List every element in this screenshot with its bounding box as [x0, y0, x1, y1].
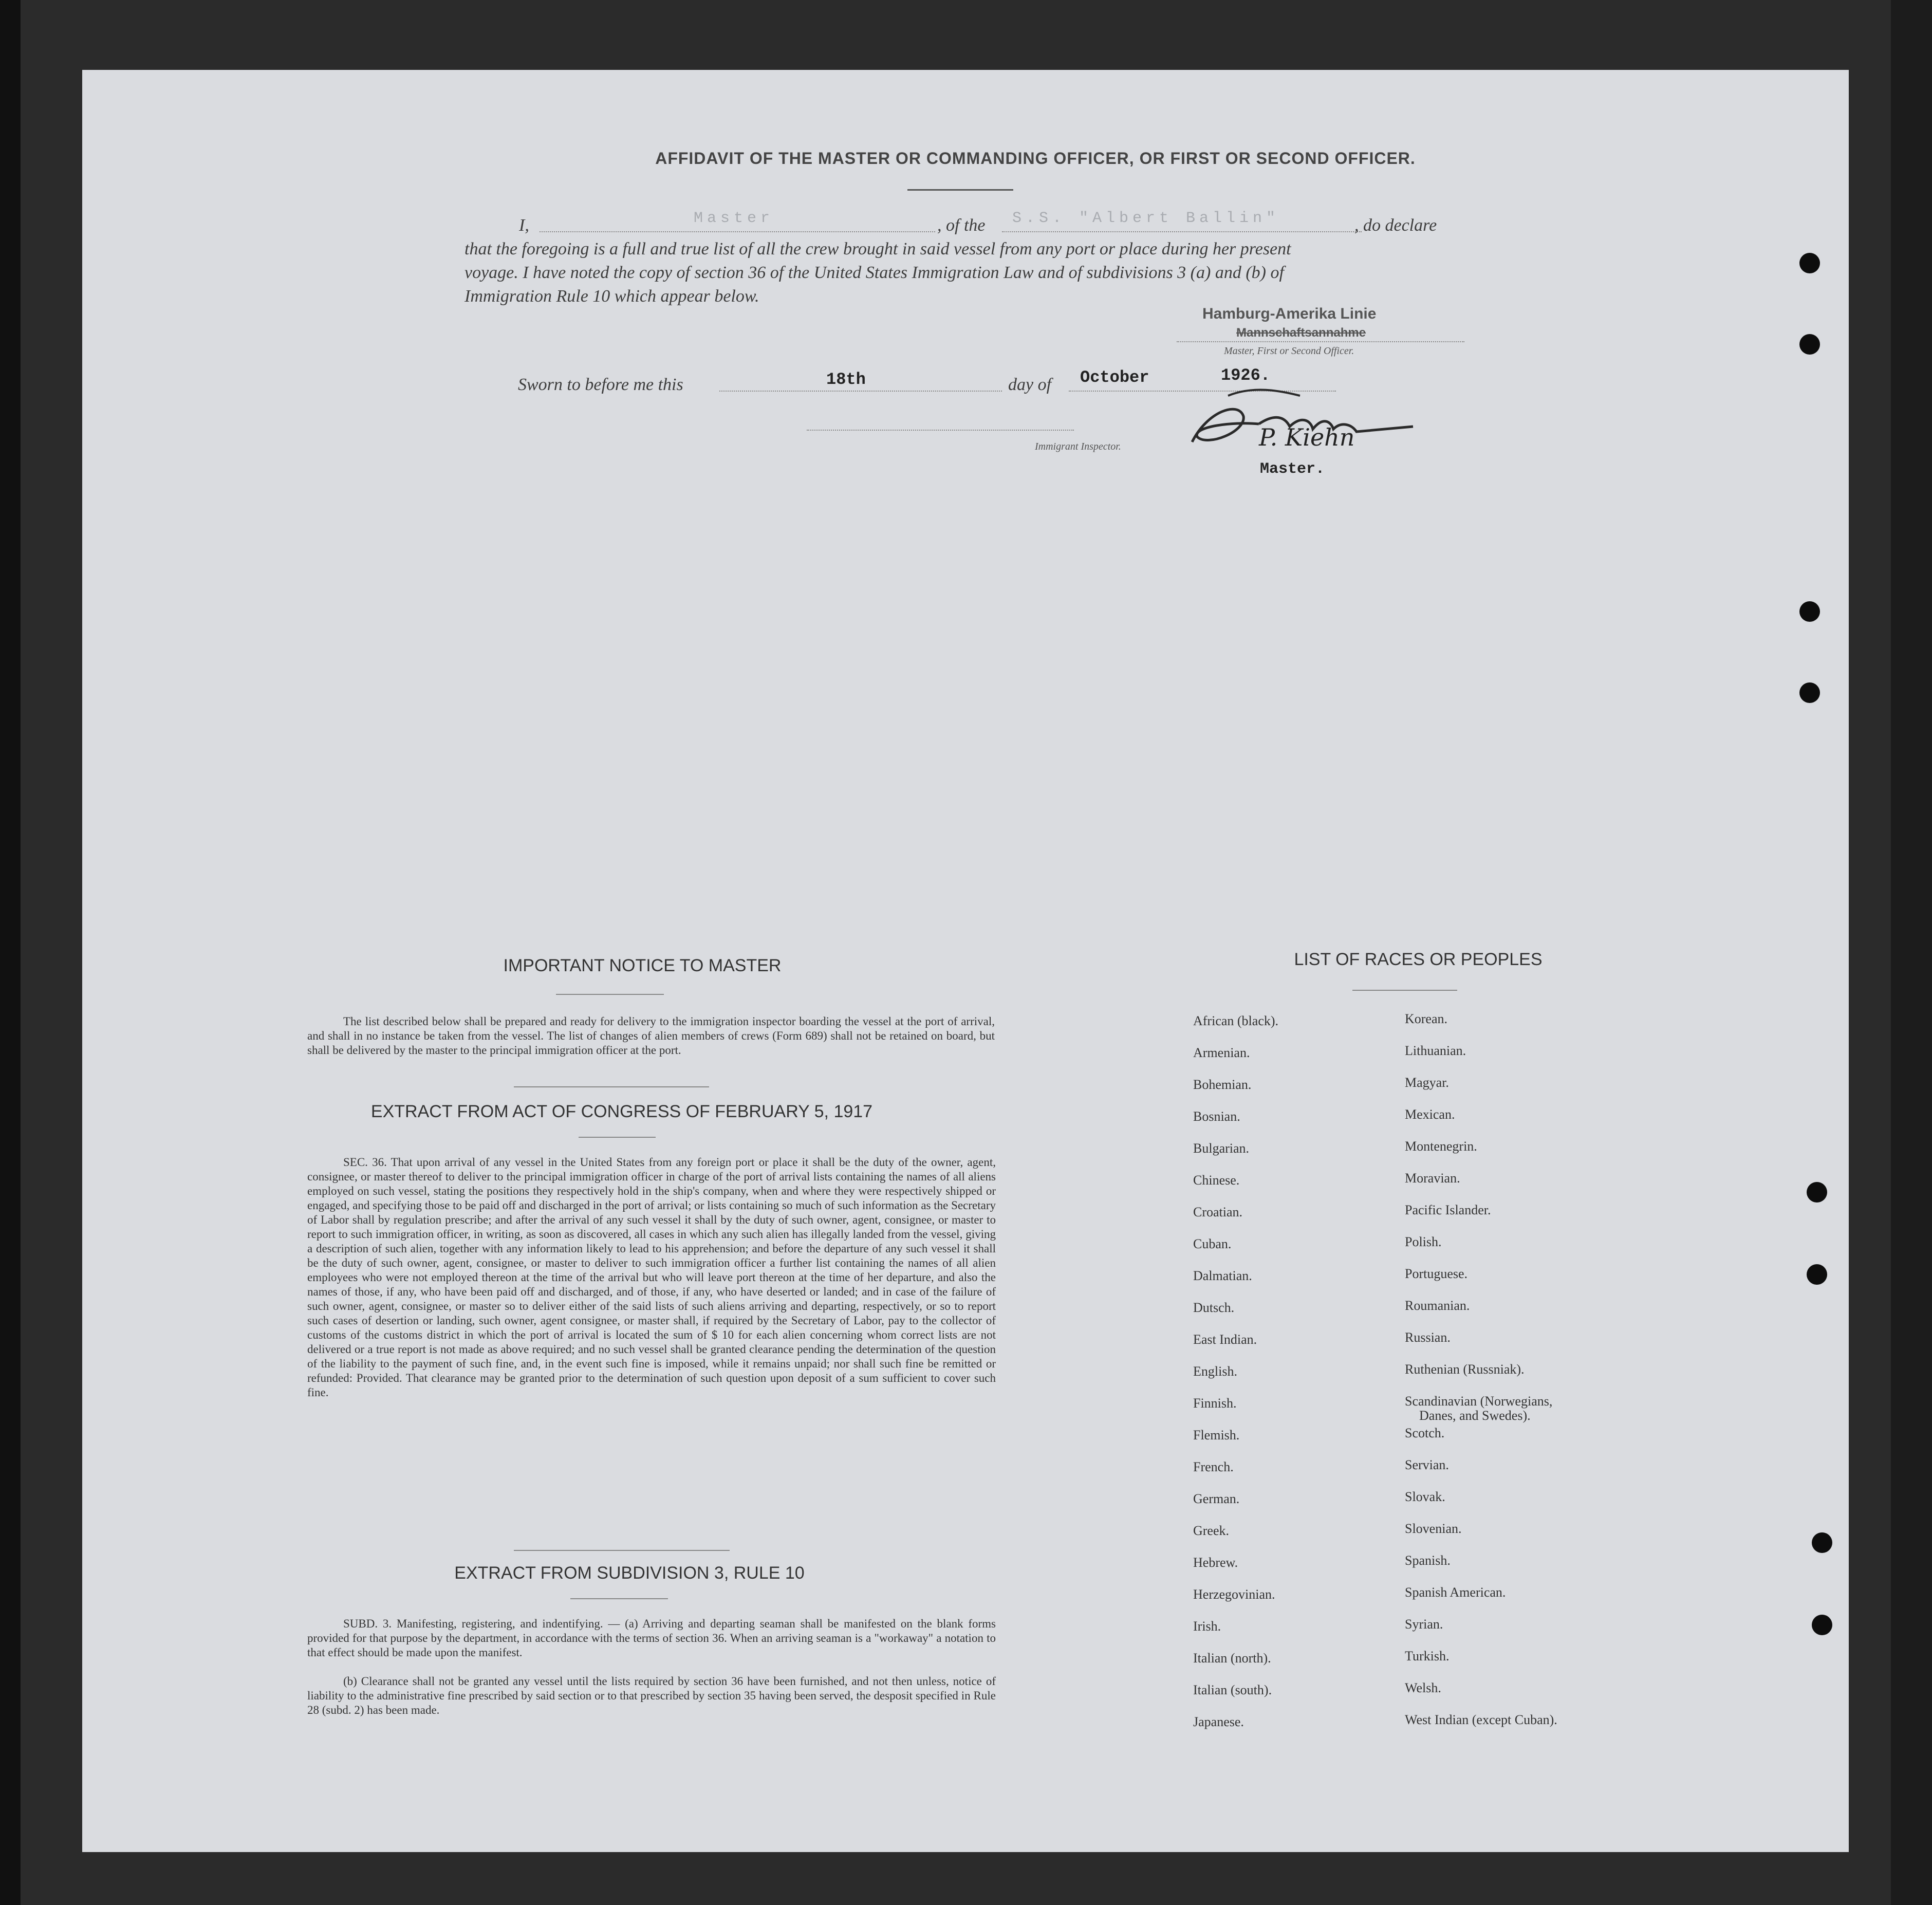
- race-item: Slovak.: [1405, 1489, 1445, 1504]
- race-item: Pacific Islander.: [1405, 1203, 1491, 1217]
- race-item: African (black).: [1193, 1013, 1279, 1028]
- vessel-field-value: S.S. "Albert Ballin": [1012, 210, 1280, 227]
- sworn-day-field: [719, 368, 1002, 392]
- vessel-field: [1002, 209, 1362, 232]
- sworn-year-value: 1926.: [1221, 366, 1271, 385]
- race-item-continuation: Danes, and Swedes).: [1419, 1408, 1531, 1423]
- races-title: LIST OF RACES OR PEOPLES: [1294, 950, 1543, 969]
- race-item: German.: [1193, 1491, 1240, 1506]
- affidavit-title: AFFIDAVIT OF THE MASTER OR COMMANDING OFFICER, OR FIRST OR SECOND OFFICER.: [655, 149, 1416, 168]
- race-item: Scotch.: [1405, 1426, 1445, 1440]
- notice-rule: [556, 994, 664, 995]
- extract-act-separator: [514, 1550, 730, 1551]
- punch-hole: [1799, 682, 1820, 703]
- races-rule: [1352, 990, 1457, 991]
- race-item: Roumanian.: [1405, 1298, 1470, 1313]
- race-item: Scandinavian (Norwegians,: [1405, 1394, 1553, 1409]
- race-item: West Indian (except Cuban).: [1405, 1712, 1557, 1727]
- race-item: Finnish.: [1193, 1396, 1237, 1411]
- document-page: [82, 70, 1849, 1852]
- race-item: Korean.: [1405, 1011, 1448, 1026]
- notice-title: IMPORTANT NOTICE TO MASTER: [503, 956, 782, 975]
- punch-hole: [1807, 1264, 1827, 1285]
- punch-hole: [1812, 1532, 1832, 1553]
- day-of-text: day of: [1008, 375, 1052, 394]
- do-declare-text: , do declare: [1354, 216, 1437, 235]
- race-item: Flemish.: [1193, 1428, 1240, 1442]
- race-item: Servian.: [1405, 1457, 1449, 1472]
- race-item: Ruthenian (Russniak).: [1405, 1362, 1525, 1377]
- race-item: Spanish American.: [1405, 1585, 1506, 1600]
- affidavit-line-4: Immigration Rule 10 which appear below.: [465, 287, 759, 306]
- race-item: Hebrew.: [1193, 1555, 1238, 1570]
- race-item: Herzegovinian.: [1193, 1587, 1275, 1602]
- of-the-text: , of the: [937, 216, 986, 235]
- race-item: Montenegrin.: [1405, 1139, 1477, 1154]
- punch-hole: [1799, 334, 1820, 355]
- race-item: Magyar.: [1405, 1075, 1449, 1090]
- extract-act-text: SEC. 36. That upon arrival of any vessel in the United States from any foreign port or place it shall be the duty of the owner, agent, consignee, or master thereof to deliver to the principal immigration officer in charge of the port of arrival lists containing the names of all aliens employed on such vessel, stating the positions they respectively hold in the ship's company, when and where they were respectively shipped or engaged, and specifying those to be paid off and discharged in the port of arrival; or lists containing so much of such information as the Secretary of Labor shall by regulation prescribe; and after the arrival of any such vessel it shall by the duty of such owner, agent, consignee, or master to report to such immigration officer, in writing, as soon as discovered, all cases in which any such alien has illegally landed from the vessel, giving a description of such alien, together with any information likely to lead to his apprehension; and before the departure of any such vessel it shall be the duty of such owner, agent, consignee, or master to deliver to such immigration officer a further list containing the names of all alien employees who were not employed thereon at the time of the arrival but who will leave port thereon at the time of her departure, and also the names of those, if any, who have been paid off and discharged, and of those, if any, who have deserted or landed; and in case of the failure of such owner, agent, consignee, or master so to deliver either of the said lists of such aliens arriving and departing, respectively, or so to report such cases of desertion or landing, such owner, agent consignee, or master shall, if required by the Secretary of Labor, pay to the collector of customs of the customs district in which the port of arrival is located the sum of $ 10 for each alien concerning whom correct lists are not delivered or a true report is not made as above required; and no such vessel shall be granted clearance pending the determination of the question of the liability to the payment of such fine, and, in the event such fine is imposed, while it remains unpaid; nor shall such fine be remitted or refunded: Provided. That clearance may be granted prior to the determination of such question upon deposit of a sum sufficient to cover such fine.: [307, 1156, 996, 1399]
- race-item: Russian.: [1405, 1330, 1451, 1345]
- race-item: Chinese.: [1193, 1173, 1240, 1188]
- master-signature: P. Kiehn: [1259, 423, 1355, 451]
- race-item: Japanese.: [1193, 1714, 1244, 1729]
- film-border-right: [1891, 0, 1932, 1905]
- race-item: Polish.: [1405, 1234, 1442, 1249]
- notice-separator: [514, 1086, 709, 1087]
- sworn-day-value: 18th: [826, 370, 866, 389]
- race-item: Moravian.: [1405, 1171, 1460, 1186]
- race-item: East Indian.: [1193, 1332, 1257, 1347]
- race-item: Croatian.: [1193, 1205, 1243, 1219]
- race-item: Greek.: [1193, 1523, 1230, 1538]
- race-item: Slovenian.: [1405, 1521, 1462, 1536]
- race-item: Portuguese.: [1405, 1266, 1468, 1281]
- extract-rule-rule: [570, 1598, 668, 1599]
- race-item: Irish.: [1193, 1619, 1221, 1634]
- race-item: Armenian.: [1193, 1045, 1250, 1060]
- race-item: Bulgarian.: [1193, 1141, 1250, 1156]
- race-item: Mexican.: [1405, 1107, 1455, 1122]
- stamp-line-1: Hamburg-Amerika Linie: [1202, 305, 1377, 322]
- affidavit-i: I,: [519, 216, 529, 235]
- race-item: Bosnian.: [1193, 1109, 1240, 1124]
- officer-caption: Master, First or Second Officer.: [1224, 345, 1354, 357]
- race-item: Italian (south).: [1193, 1682, 1272, 1697]
- extract-rule-para-a: SUBD. 3. Manifesting, registering, and indentifying. — (a) Arriving and departing seaman shall be manifested on the blank forms provided for that purpose by the department, in accordance with the terms of section 36. When an arriving seaman is a "workaway" a notation to that effect should be made upon the manifest.: [307, 1617, 996, 1659]
- race-item: Cuban.: [1193, 1236, 1232, 1251]
- extract-rule-para-b: (b) Clearance shall not be granted any vessel until the lists required by section 36 have been furnished, and not then unless, notice of liability to the administrative fine prescribed by said section or to that prescribed by section 35 having been served, the desposit specified in Rule 28 (subd. 2) has been made.: [307, 1675, 996, 1716]
- punch-hole: [1799, 601, 1820, 622]
- master-label: Master.: [1260, 460, 1325, 478]
- punch-hole: [1812, 1615, 1832, 1635]
- race-item: Syrian.: [1405, 1617, 1443, 1632]
- race-item: Dalmatian.: [1193, 1268, 1252, 1283]
- race-item: Welsh.: [1405, 1680, 1441, 1695]
- extract-act-title: EXTRACT FROM ACT OF CONGRESS OF FEBRUARY 5, 1917: [370, 1102, 873, 1121]
- punch-hole: [1799, 253, 1820, 273]
- affidavit-line-3: voyage. I have noted the copy of section 36 of the United States Immigration Law and of subdivisions 3 (a) and (b) of: [465, 263, 1284, 282]
- race-item: French.: [1193, 1459, 1234, 1474]
- race-item: Spanish.: [1405, 1553, 1451, 1568]
- inspector-signature: [1177, 365, 1485, 468]
- officer-signature-line: [1177, 341, 1464, 342]
- race-item: Dutsch.: [1193, 1300, 1235, 1315]
- affidavit-line-2: that the foregoing is a full and true list of all the crew brought in said vessel from any port or place during her present: [465, 239, 1291, 258]
- inspector-line: [807, 430, 1074, 431]
- master-field-value: Master: [694, 210, 774, 227]
- extract-rule-title: EXTRACT FROM SUBDIVISION 3, RULE 10: [454, 1563, 805, 1583]
- sworn-text: Sworn to before me this: [518, 375, 683, 394]
- stamp-line-2: Mannschaftsannahme: [1236, 326, 1366, 340]
- race-item: Bohemian.: [1193, 1077, 1252, 1092]
- notice-text: The list described below shall be prepared and ready for delivery to the immigration inspector boarding the vessel at the port of arrival, and shall in no instance be taken from the vessel. The list of changes of alien members of crews (Form 689) shall not be retained on board, but shall be delivered by the master to the principal immigration officer at the port.: [307, 1015, 995, 1057]
- race-item: Turkish.: [1405, 1649, 1450, 1663]
- extract-act-rule: [579, 1137, 656, 1138]
- race-item: Italian (north).: [1193, 1651, 1271, 1666]
- title-rule: [907, 189, 1013, 191]
- inspector-caption: Immigrant Inspector.: [1035, 441, 1121, 452]
- race-item: Lithuanian.: [1405, 1043, 1466, 1058]
- sworn-month-value: October: [1080, 368, 1149, 387]
- master-field: [540, 209, 935, 232]
- film-border-left: [0, 0, 21, 1905]
- punch-hole: [1807, 1182, 1827, 1203]
- race-item: English.: [1193, 1364, 1237, 1379]
